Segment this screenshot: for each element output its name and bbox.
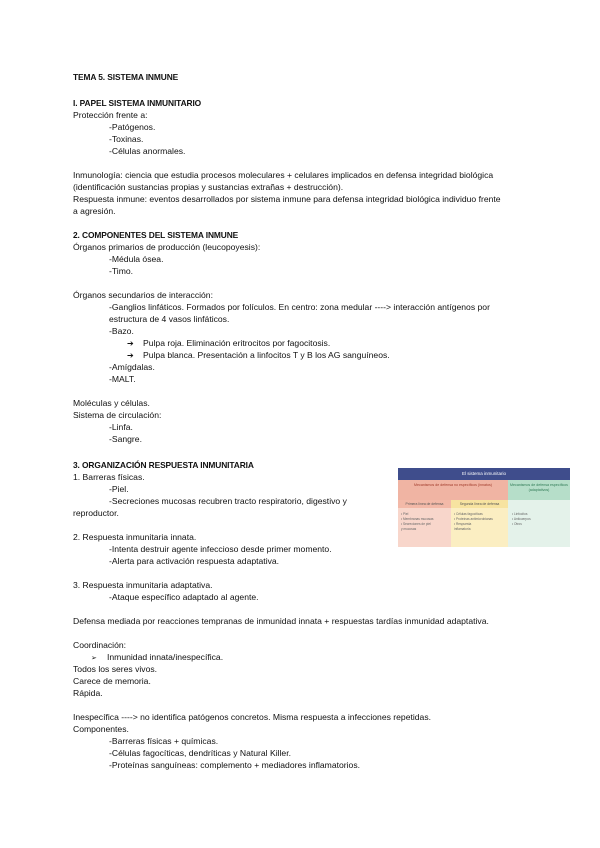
numbered-item: 3. Respuesta inmunitaria adaptativa.: [73, 580, 213, 590]
list-item: -Células fagocíticas, dendríticas y Natural Killer.: [109, 748, 291, 758]
numbered-item: 1. Barreras físicas.: [73, 472, 145, 482]
paragraph-line: Respuesta inmune: eventos desarrollados por sistema inmune para defensa integridad biológica individuo frente: [73, 194, 501, 204]
coordination-label: Coordinación:: [73, 640, 127, 650]
components-label: Componentes.: [73, 724, 129, 734]
figure-bullet: inflamatoria: [454, 527, 471, 531]
paragraph-line: Inmunología: ciencia que estudia procesos moleculares + celulares implicados en defensa integridad biológica: [73, 170, 494, 180]
list-item: -Médula ósea.: [109, 254, 164, 264]
figure-header: El sistema inmunitario: [398, 468, 570, 480]
list-item: -Amígdalas.: [109, 362, 155, 372]
arrow-right-icon: ➔: [127, 339, 134, 348]
list-item: -Toxinas.: [109, 134, 144, 144]
paragraph-line: a agresión.: [73, 206, 116, 216]
list-item: -Sangre.: [109, 434, 142, 444]
list-item: -Ataque específico adaptado al agente.: [109, 592, 259, 602]
arrow-right-icon: ➔: [127, 351, 134, 360]
list-item: -Bazo.: [109, 326, 134, 336]
fact-line: Todos los seres vivos.: [73, 664, 158, 674]
circulation-label: Sistema de circulación:: [73, 410, 162, 420]
figure-column-title: Mecanismos de defensa no específicos (innatos): [398, 480, 508, 500]
figure-cell-label: Segunda línea de defensa: [451, 500, 508, 508]
figure-bullet: • Proteínas antimicrobianas: [454, 517, 493, 521]
list-item: -Alerta para activación respuesta adaptativa.: [109, 556, 280, 566]
secondary-organs-label: Órganos secundarios de interacción:: [73, 290, 213, 300]
list-item: -Proteínas sanguíneas: complemento + mediadores inflamatorios.: [109, 760, 361, 770]
list-item: -Piel.: [109, 484, 129, 494]
figure-bullet: • Anticuerpos: [512, 517, 531, 521]
list-item: -Intenta destruir agente infeccioso desde primer momento.: [109, 544, 332, 554]
paragraph-line: Defensa mediada por reacciones tempranas de inmunidad innata + respuestas tardías inmunidad adaptativa.: [73, 616, 489, 626]
fact-line: Rápida.: [73, 688, 103, 698]
list-item: -Células anormales.: [109, 146, 186, 156]
figure-bullet: • Células fagocíticas: [454, 512, 483, 516]
list-item: -MALT.: [109, 374, 136, 384]
figure-bullet: y mucosas: [401, 527, 417, 531]
bullet-item: ➢ Inmunidad innata/inespecífica.: [91, 652, 224, 662]
primary-organs-label: Órganos primarios de producción (leucopoyesis):: [73, 242, 261, 252]
list-item: -Ganglios linfáticos. Formados por folículos. En centro: zona medular ----> interacción antígenos por: [109, 302, 490, 312]
list-item: -Secreciones mucosas recubren tracto respiratorio, digestivo y: [109, 496, 347, 506]
fact-line: Carece de memoria.: [73, 676, 151, 686]
figure-column-title: Mecanismos de defensa específicos (adaptativos): [508, 480, 570, 500]
figure-bullet: • Piel: [401, 512, 409, 516]
list-item-continuation: reproductor.: [73, 508, 119, 518]
numbered-item: 2. Respuesta inmunitaria innata.: [73, 532, 197, 542]
paragraph-line: Inespecífica ----> no identifica patógenos concretos. Misma respuesta a infecciones repetidas.: [73, 712, 432, 722]
figure-bullet: • Respuesta: [454, 522, 472, 526]
figure-bullet: • Linfocitos: [512, 512, 528, 516]
list-item: -Barreras físicas + químicas.: [109, 736, 219, 746]
list-item-continuation: estructura de 4 vasos linfáticos.: [109, 314, 230, 324]
triangle-bullet-icon: ➢: [91, 655, 97, 662]
molecules-label: Moléculas y células.: [73, 398, 150, 408]
figure-bullet: • Membranas mucosas: [401, 517, 434, 521]
figure-bullet: • Secreciones de piel: [401, 522, 431, 526]
figure-bullet: • Otros: [512, 522, 522, 526]
list-item: -Timo.: [109, 266, 134, 276]
page-title: TEMA 5. SISTEMA INMUNE: [73, 72, 179, 82]
sub-list-item: ➔ Pulpa roja. Eliminación eritrocitos por fagocitosis.: [127, 338, 331, 348]
list-item: -Patógenos.: [109, 122, 156, 132]
sub-list-item: ➔ Pulpa blanca. Presentación a linfocitos T y B los AG sanguíneos.: [127, 350, 390, 360]
section-1-heading: I. PAPEL SISTEMA INMUNITARIO: [73, 98, 202, 108]
section-2-heading: 2. COMPONENTES DEL SISTEMA INMUNE: [73, 230, 239, 240]
figure-cell-label: Primera línea de defensa: [398, 500, 451, 508]
section-3-heading: 3. ORGANIZACIÓN RESPUESTA INMUNITARIA: [73, 460, 254, 470]
immune-system-table-figure: [398, 468, 570, 547]
list-item: -Linfa.: [109, 422, 133, 432]
protection-intro: Protección frente a:: [73, 110, 148, 120]
paragraph-line: (identificación sustancias propias y sustancias extrañas + destrucción).: [73, 182, 344, 192]
